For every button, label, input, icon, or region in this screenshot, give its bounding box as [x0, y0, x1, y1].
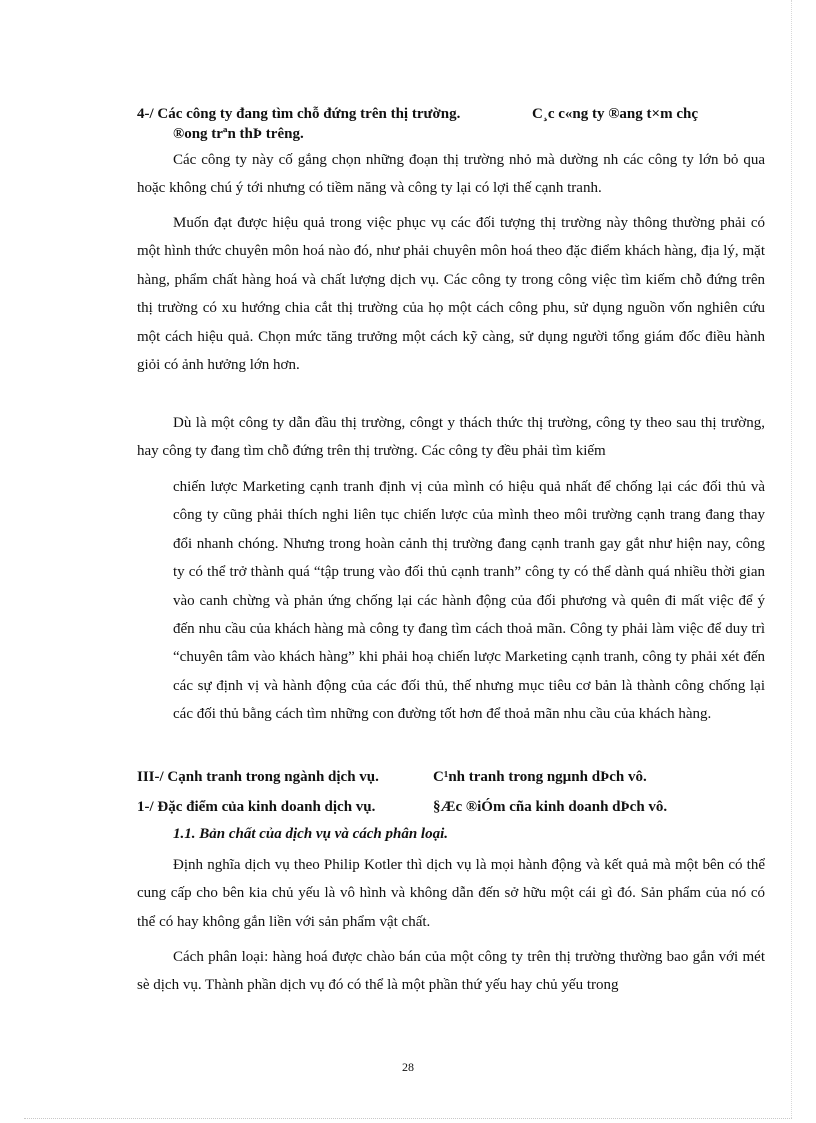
section-heading-III — [137, 767, 767, 787]
paragraph-1: Các công ty này cố gắng chọn những đoạn thị trường nhỏ mà dường nh các công ty lớn bỏ qua hoặc không chú ý tới nhưng có tiềm năng và công ty lại có lợi thế cạnh tranh. — [137, 152, 765, 197]
paragraph-4: chiến lược Marketing cạnh tranh định vị của mình có hiệu quả nhất để chống lại các đối thủ và công ty cũng phải thích nghi liên tục chiến lược của mình theo môi trường cạnh trang đang thay đổi nhanh chóng. Nhưng trong hoàn cảnh thị trường đang cạnh tranh gay gắt như hiện nay, công ty có thể trở thành quá “tập trung vào đối thủ cạnh tranh” công ty có thể dành quá nhiều thời gian vào canh chừng và phản ứng chống lại các hành động của đối phương và quên đi mất việc để ý đến nhu cầu của khách hàng mà công ty đang tìm cách thoả mãn. Công ty phải làm việc để duy trì “chuyên tâm vào khách hàng” khi phải hoạ chiến lược Marketing cạnh tranh, công ty phải xét đến các sự định vị và hành động của các đối thủ, thế nhưng mục tiêu cơ bản là thành công chống lại các đối thủ bằng cách tìm những con đường tốt hơn để thoả mãn nhu cầu của khách hàng. — [173, 479, 765, 723]
section-heading-1-text: 1-/ Đặc điểm của kinh doanh dịch vụ. — [137, 799, 376, 815]
page-right-border — [791, 0, 792, 1118]
section-heading-4 — [137, 104, 767, 144]
section-heading-4-text: 4-/ Các công ty đang tìm chỗ đứng trên thị trường. — [137, 106, 461, 122]
section-heading-III-encoded: C¹nh tranh trong ngµnh dÞch vô. — [433, 769, 647, 785]
page-number: 28 — [402, 1060, 414, 1074]
page-bottom-border — [24, 1118, 792, 1119]
section-heading-1-encoded: §Æc ®iÓm cña kinh doanh dÞch vô. — [433, 799, 668, 815]
paragraph-5: Định nghĩa dịch vụ theo Philip Kotler thì dịch vụ là mọi hành động và kết quả mà một bên có thể cung cấp cho bên kia chủ yếu là vô hình và không dẫn đến sở hữu một cái gì đó. Sản phẩm của nó có thể có hay không gắn liền với sản phẩm vật chất. — [137, 857, 765, 930]
section-heading-4-encoded-cont: ®ong trªn thÞ trêng. — [173, 126, 304, 142]
section-heading-1 — [137, 797, 767, 817]
paragraph-3: Dù là một công ty dẫn đầu thị trường, côngt y thách thức thị trường, công ty theo sau thị trường, hay công ty đang tìm chỗ đứng trên thị trường. Các công ty đều phải tìm kiếm — [137, 415, 765, 460]
paragraph-6: Cách phân loại: hàng hoá được chào bán của một công ty trên thị trường thường bao gắn với mét sè dịch vụ. Thành phần dịch vụ đó có thể là một phần thứ yếu hay chủ yếu trong — [137, 949, 765, 994]
paragraph-2: Muốn đạt được hiệu quả trong việc phục vụ các đối tượng thị trường này thông thường phải có một hình thức chuyên môn hoá nào đó, như phải chuyên môn hoá theo đặc điểm khách hàng, địa lý, mặt hàng, phẩm chất hàng hoá và chất lượng dịch vụ. Các công ty trong công việc tìm kiếm chỗ đứng trên thị trường có xu hướng chia cắt thị trường của họ một cách công phu, sử dụng nguồn vốn nghiên cứu một cách hiệu quả. Chọn mức tăng trưởng một cách kỹ càng, sử dụng người tổng giám đốc điều hành giỏi có ảnh hưởng lớn hơn. — [137, 215, 765, 374]
section-heading-III-text: III-/ Cạnh tranh trong ngành dịch vụ. — [137, 769, 379, 785]
subsection-heading-1-1: 1.1. Bản chất của dịch vụ và cách phân loại. — [173, 826, 449, 842]
section-heading-4-encoded: C¸c c«ng ty ®ang t×m chç — [532, 106, 698, 122]
